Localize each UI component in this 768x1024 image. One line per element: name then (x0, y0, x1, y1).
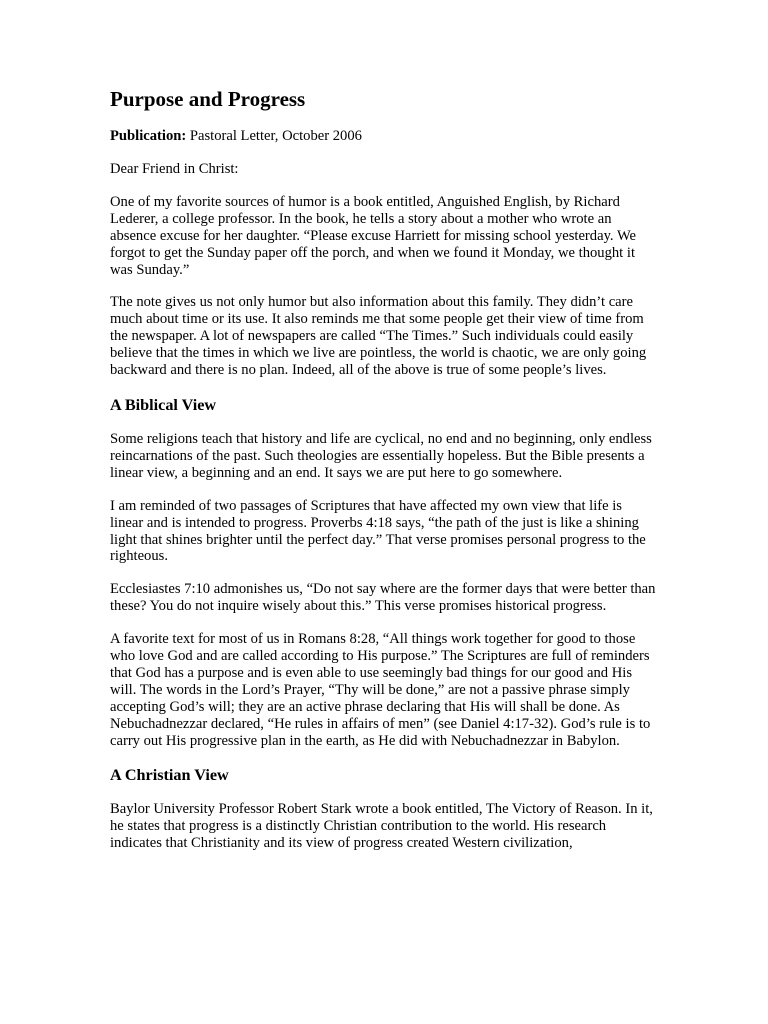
document-page (110, 86, 658, 868)
paragraph: One of my favorite sources of humor is a book entitled, Anguished English, by Richard Lederer, a college professor. In the book, he tells a story about a mother who wrote an absence excuse for her daughter. “Please excuse Harriett for missing school yesterday. We forgot to get the Sunday paper off the porch, and when we found it Monday, we thought it was Sunday.” (110, 193, 637, 278)
publication-value: Pastoral Letter, October 2006 (186, 128, 362, 144)
paragraph: Ecclesiastes 7:10 admonishes us, “Do not say where are the former days that were better than these? You do not inquire wisely about this.” This verse promises historical progress. (110, 581, 656, 615)
paragraph: Some religions teach that history and life are cyclical, no end and no beginning, only endless reincarnations of the past. Such theologies are essentially hopeless. But the Bible presents a linear view, a beginning and an end. It says we are put here to go somewhere. (110, 430, 652, 481)
publication-line (110, 128, 658, 145)
paragraph: The note gives us not only humor but also information about this family. They didn’t care much about time or its use. It also reminds me that some people get their view of time from the newspaper. A lot of newspapers are called “The Times.” Such individuals could easily believe that the times in which we live are pointless, the world is chaotic, we are only going backward and there is no plan. Indeed, all of the above is true of some people’s lives. (110, 294, 647, 379)
document-title: Purpose and Progress (110, 87, 306, 111)
publication-label: Publication: (110, 128, 187, 144)
paragraph: Baylor University Professor Robert Stark wrote a book entitled, The Victory of Reason. In it, he states that progress is a distinctly Christian contribution to the world. His research indicates that Christianity and its view of progress created Western civilization, (110, 801, 653, 852)
section-heading: A Biblical View (110, 395, 217, 414)
paragraph: I am reminded of two passages of Scriptures that have affected my own view that life is linear and is intended to progress. Proverbs 4:18 says, “the path of the just is like a shining light that shines brighter until the perfect day.” That verse promises personal progress to the righteous. (110, 497, 646, 565)
paragraph: A favorite text for most of us in Romans 8:28, “All things work together for good to those who love God and are called according to His purpose.” The Scriptures are full of reminders that God has a purpose and is even able to use seemingly bad things for our good and His will. The words in the Lord’s Prayer, “Thy will be done,” are not a passive phrase simply accepting God’s will; they are an active phrase declaring that His will shall be done. As Nebuchadnezzar declared, “He rules in affairs of men” (see Daniel 4:17-32). God’s rule is to carry out His progressive plan in the earth, as He did with Nebuchadnezzar in Babylon. (110, 631, 651, 749)
salutation: Dear Friend in Christ: (110, 161, 239, 177)
section-heading: A Christian View (110, 766, 229, 785)
